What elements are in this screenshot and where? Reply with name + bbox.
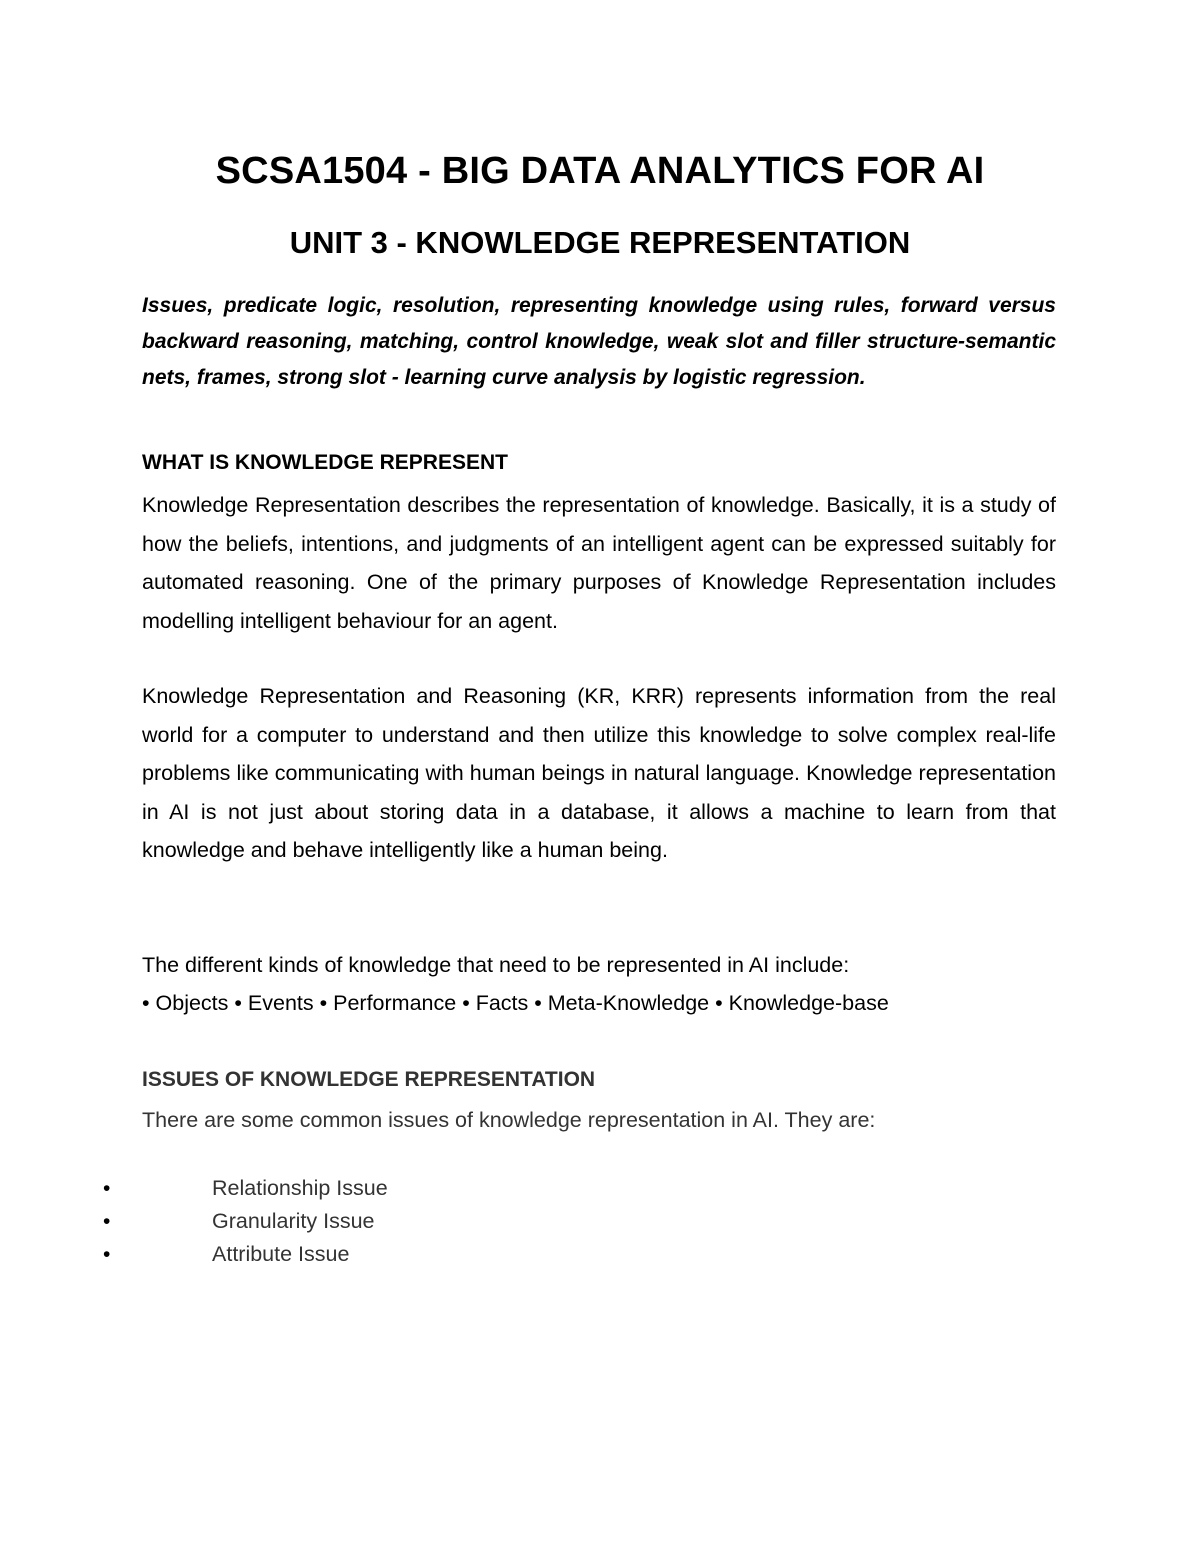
kind-bullet: • (715, 991, 723, 1015)
list-item (0, 1205, 1200, 1238)
kind-item: Events (247, 991, 320, 1015)
kind-item: Objects (155, 991, 235, 1015)
kind-item: Knowledge-base (728, 991, 889, 1015)
bullet-icon: • (103, 1210, 111, 1233)
paragraph-kinds-intro: The different kinds of knowledge that need to be represented in AI include: (142, 953, 850, 977)
list-item-label: Relationship Issue (212, 1176, 388, 1200)
document-title: SCSA1504 - BIG DATA ANALYTICS FOR AI (215, 150, 985, 192)
list-item (0, 1172, 1200, 1205)
bullet-icon: • (103, 1177, 111, 1200)
list-item (0, 1238, 1200, 1271)
syllabus-topics: Issues, predicate logic, resolution, representing knowledge using rules, forward versus backward reasoning, matching, control knowledge, weak slot and filler structure-semantic nets, frames, strong slot - learning curve analysis by logistic regression. (142, 294, 1056, 389)
kind-bullet: • (142, 991, 150, 1015)
section-heading-what-is-kr: WHAT IS KNOWLEDGE REPRESENT (142, 451, 508, 474)
kind-bullet: • (234, 991, 242, 1015)
list-item-label: Attribute Issue (212, 1242, 350, 1266)
kind-bullet: • (319, 991, 328, 1015)
paragraph-krr: Knowledge Representation and Reasoning (KR, KRR) represents information from the real world for a computer to understand and then utilize this knowledge to solve complex real-life problems like communicating with human beings in natural language. Knowledge representation in AI is not just about storing data in a database, it allows a machine to learn from that knowledge and behave intelligently like a human being. (142, 684, 1056, 862)
unit-title: UNIT 3 - KNOWLEDGE REPRESENTATION (289, 225, 911, 260)
section-heading-issues: ISSUES OF KNOWLEDGE REPRESENTATION (142, 1068, 596, 1091)
kind-item: Performance (333, 991, 463, 1015)
kind-item: Facts (475, 991, 535, 1015)
kind-bullet: • (462, 991, 470, 1015)
paragraph-kr-definition: Knowledge Representation describes the representation of knowledge. Basically, it is a study of how the beliefs, intentions, and judgments of an intelligent agent can be expressed suitably for automated reasoning. One of the primary purposes of Knowledge Representation includes modelling intelligent behaviour for an agent. (142, 493, 1056, 633)
knowledge-kinds-list (142, 984, 889, 1023)
paragraph-issues-intro: There are some common issues of knowledge representation in AI. They are: (142, 1108, 876, 1132)
kind-bullet: • (534, 991, 542, 1015)
bullet-icon: • (103, 1243, 111, 1266)
kind-item: Meta-Knowledge (547, 991, 716, 1015)
list-item-label: Granularity Issue (212, 1209, 375, 1233)
